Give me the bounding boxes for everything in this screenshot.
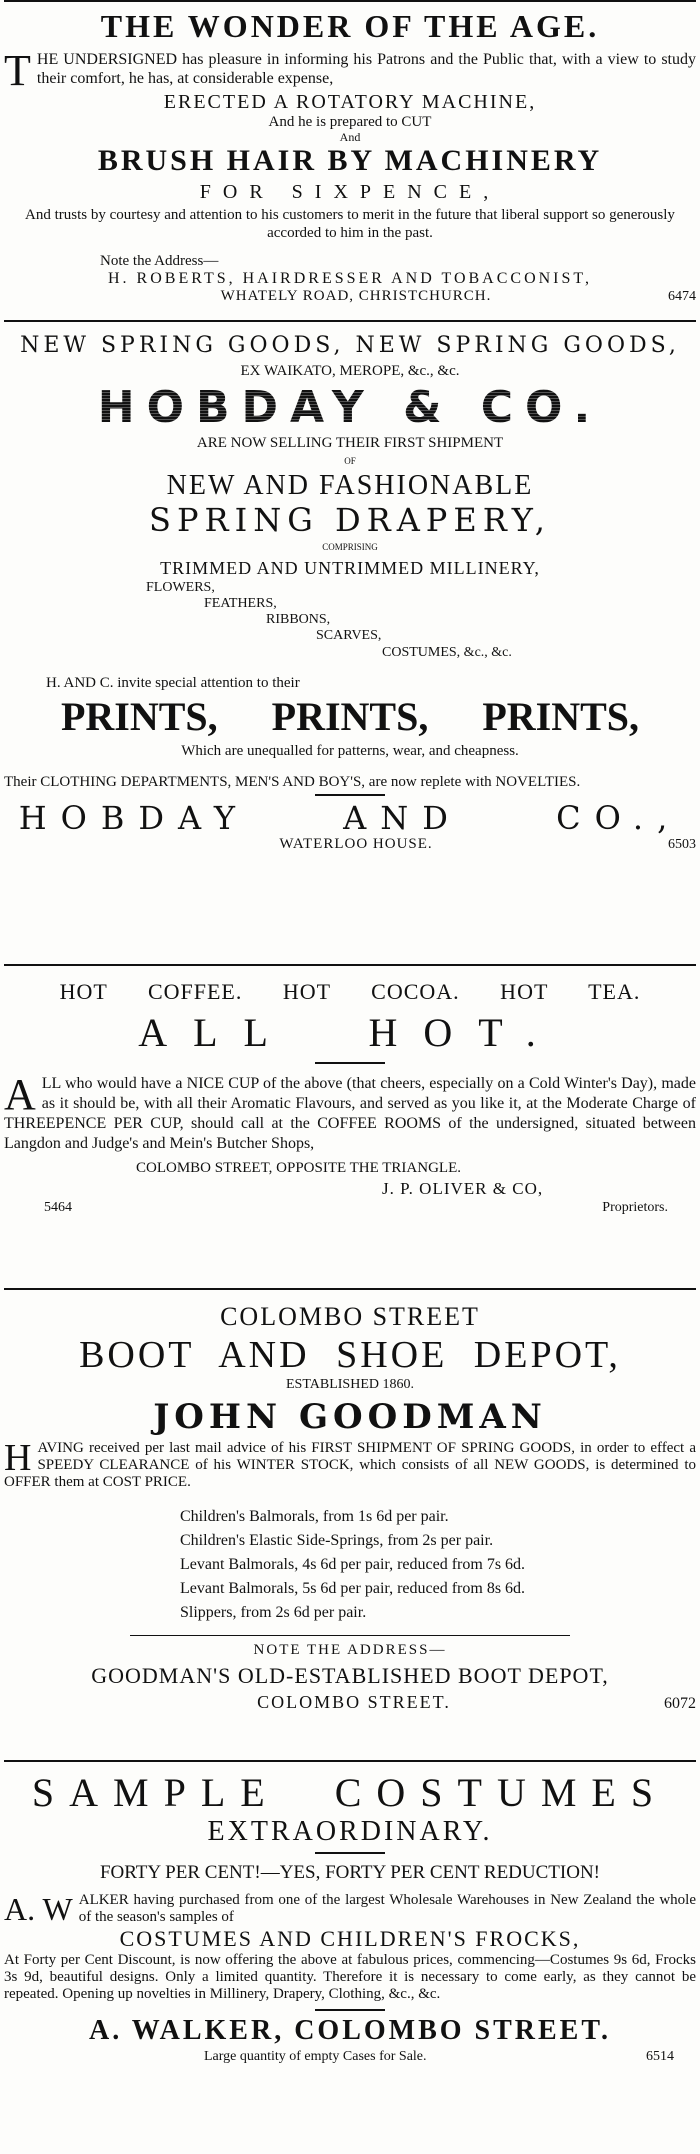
ad5-ref-number: 6514: [646, 2049, 674, 2064]
ad3-ref-number: 5464: [44, 1200, 72, 1215]
ad5-forty: FORTY PER CENT!—YES, FORTY PER CENT REDUCTION!: [99, 1862, 600, 1883]
ad2-clothing: Their CLOTHING DEPARTMENTS, MEN'S AND BOY'S, are now replete with NOVELTIES.: [4, 774, 581, 790]
ad2-of: OF: [344, 456, 356, 466]
ad4-established: ESTABLISHED 1860.: [286, 1377, 414, 1392]
ad5-short-rule-2: [315, 2009, 385, 2011]
ad2-selling: ARE NOW SELLING THEIR FIRST SHIPMENT: [196, 435, 504, 451]
ad1-address-line1: H. ROBERTS, HAIRDRESSER AND TOBACCONIST,: [108, 270, 592, 287]
ad2-millinery: TRIMMED AND UNTRIMMED MILLINERY,: [160, 558, 540, 578]
ad5-offer-text: At Forty per Cent Discount, is now offering the above at fabulous prices, commencing—Costumes 9s 6d, Frocks 3s 9d, beautiful designs. Only a limited quantity. Therefore it is necessary to come early, as they cannot be repeated. Opening up novelties in Millinery, Drapery, Clothing, &c., &c.: [4, 1952, 696, 2002]
ad2-ex-ships: EX WAIKATO, MEROPE, &c., &c.: [240, 363, 460, 379]
ad2-new-fashionable: NEW AND FASHIONABLE: [166, 470, 534, 501]
ad3-all-hot: ALL HOT.: [138, 1010, 562, 1055]
ad1-title: THE WONDER OF THE AGE.: [100, 8, 600, 44]
ad1-brush-hair: BRUSH HAIR BY MACHINERY: [97, 144, 603, 177]
ad1-ref-number: 6474: [668, 289, 696, 304]
ad4-address-line1: GOODMAN'S OLD-ESTABLISHED BOOT DEPOT,: [91, 1663, 609, 1688]
ad4-ref-number: 6072: [663, 1695, 696, 1712]
list-item: Children's Elastic Side-Springs, from 2s per pair.: [180, 1532, 494, 1549]
ad2-waterloo-house: WATERLOO HOUSE.: [279, 836, 433, 852]
ad1-trusts: And trusts by courtesy and attention to his customers to merit in the future that liberal support so generously accorded to him in the past.: [25, 207, 675, 241]
ad1-note: Note the Address—: [100, 253, 219, 269]
ad2-costumes: COSTUMES, &c., &c.: [382, 645, 512, 660]
ad1-prepared: And he is prepared to CUT: [268, 114, 432, 130]
ad1-and: And: [339, 130, 361, 144]
ad4-note: NOTE THE ADDRESS—: [253, 1642, 447, 1658]
ad4-street: COLOMBO STREET: [220, 1302, 480, 1331]
ad4-address-line2: COLOMBO STREET.: [257, 1692, 451, 1712]
ad3-dropcap: A: [4, 1070, 36, 1119]
ad2-footer-brand: HOBDAY AND CO.,: [18, 799, 682, 837]
ad3-proprietors: Proprietors.: [602, 1200, 668, 1215]
ad3-street: COLOMBO STREET, OPPOSITE THE TRIANGLE.: [136, 1160, 462, 1176]
ad2-short-rule: [315, 794, 385, 796]
ad4-depot: BOOT AND SHOE DEPOT,: [79, 1334, 621, 1376]
ad2-invite: H. AND C. invite special attention to their: [46, 675, 300, 691]
ad2-spring-drapery: SPRING DRAPERY,: [149, 501, 551, 539]
ad5-short-rule: [315, 1852, 385, 1854]
ad3-owner: J. P. OLIVER & CO,: [382, 1179, 544, 1198]
ad3-drinks: HOT COFFEE. HOT COCOA. HOT TEA.: [59, 979, 641, 1004]
ad3-body-text: LL who would have a NICE CUP of the above (that cheers, especially on a Cold Winter's Day), made as it should be, with all their Aromatic Flavours, and served as you like it, at the Moderate Charge of THREEPENCE PER CUP, should call at the COFFEE ROOMS of the undersigned, situated between Langdon and Judge's and Mein's Butcher Shops,: [4, 1075, 696, 1152]
ad2-comprising: COMPRISING: [322, 542, 378, 552]
ad4-owner: JOHN GOODMAN: [153, 1397, 547, 1437]
ad1-erected: ERECTED A ROTATORY MACHINE,: [163, 91, 537, 113]
ad5-cases: Large quantity of empty Cases for Sale.: [204, 2049, 427, 2064]
ad2-prints: PRINTS, PRINTS, PRINTS,: [60, 694, 640, 739]
ad5-initial: A. W: [4, 1891, 73, 1927]
ad-walker-sample-costumes: [4, 1762, 696, 2142]
ad-roberts-hairdresser: [4, 2, 696, 320]
ad2-ref-number: 6503: [667, 837, 696, 852]
ad3-short-rule: [315, 1062, 385, 1064]
list-item: Levant Balmorals, 5s 6d per pair, reduced from 8s 6d.: [180, 1580, 526, 1597]
ad2-flowers: FLOWERS,: [146, 580, 215, 595]
ad4-price-list: [180, 1505, 696, 1625]
ad1-intro-text: HE UNDERSIGNED has pleasure in informing his Patrons and the Public that, with a view to study their comfort, he has, at considerable expense,: [36, 51, 696, 87]
ad5-signature: A. WALKER, COLOMBO STREET.: [89, 2015, 611, 2046]
ad1-dropcap: T: [4, 46, 31, 95]
ad1-address-line2: WHATELY ROAD, CHRISTCHURCH.: [220, 288, 492, 304]
ad4-dropcap: H: [4, 1437, 32, 1479]
ad-goodman-boot-depot: [4, 1290, 696, 1760]
ad5-costumes-frocks: COSTUMES AND CHILDREN'S FROCKS,: [119, 1926, 581, 1951]
ad5-sample-costumes: SAMPLE COSTUMES: [31, 1770, 669, 1815]
ad2-unequalled: Which are unequalled for patterns, wear, and cheapness.: [181, 743, 519, 759]
ad2-heading: NEW SPRING GOODS, NEW SPRING GOODS,: [20, 333, 680, 358]
list-item: Slippers, from 2s 6d per pair.: [180, 1604, 367, 1621]
ad2-ribbons: RIBBONS,: [266, 612, 331, 627]
ad2-feathers: FEATHERS,: [204, 596, 277, 611]
ad-hobday-drapery: [4, 322, 696, 964]
ad4-inner-rule: [130, 1635, 570, 1636]
ad2-brand-banner: HOBDAY & CO.: [4, 382, 696, 434]
ad-oliver-coffee-rooms: [4, 966, 696, 1288]
ad4-body-text: AVING received per last mail advice of his FIRST SHIPMENT OF SPRING GOODS, in order to effect a SPEEDY CLEARANCE of his WINTER STOCK, which consists of all NEW GOODS, is determined to OFFER them at COST PRICE.: [4, 1440, 696, 1490]
list-item: Levant Balmorals, 4s 6d per pair, reduced from 7s 6d.: [180, 1556, 526, 1573]
ad5-extraordinary: EXTRAORDINARY.: [207, 1816, 493, 1847]
ad2-scarves: SCARVES,: [316, 628, 382, 643]
ad5-intro-text: ALKER having purchased from one of the largest Wholesale Warehouses in New Zealand the whole of the season's samples of: [78, 1892, 696, 1925]
list-item: Children's Balmorals, from 1s 6d per pair.: [180, 1508, 449, 1525]
ad1-sixpence: FOR SIXPENCE,: [199, 181, 501, 203]
